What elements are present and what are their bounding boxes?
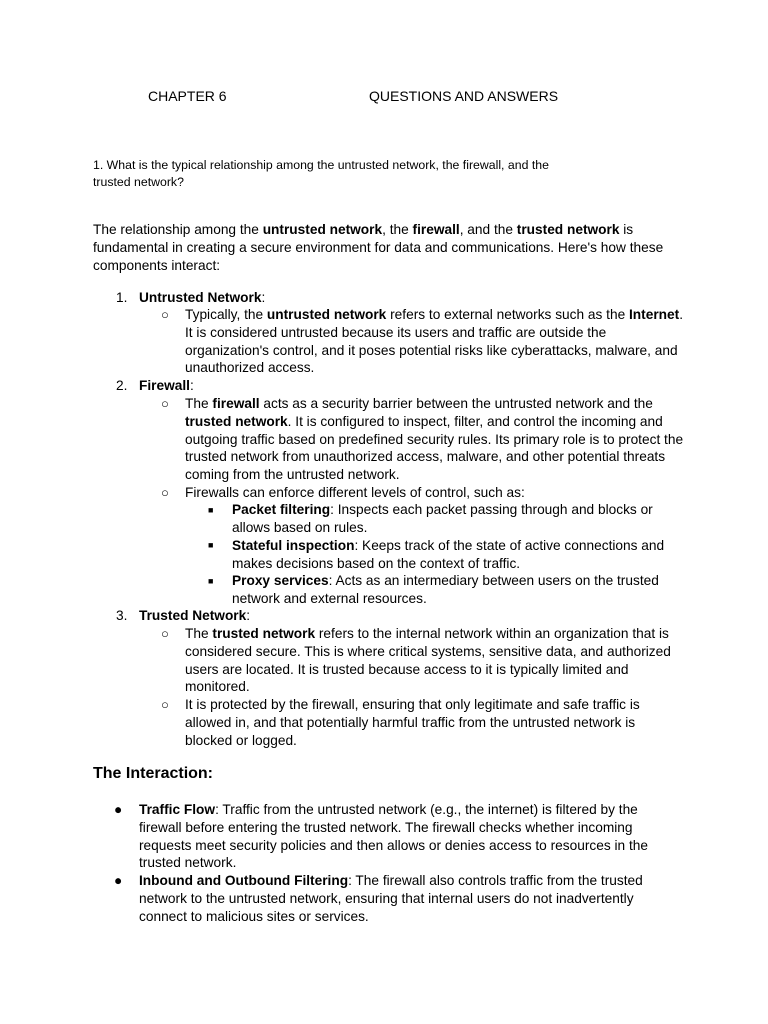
interaction-text: : Traffic from the untrusted network (e.g., the internet) is filtered by the firewall before entering the trusted network. The firewall checks whether incoming requests meet security policies and then allows or denies access to resources in the trusted network. [139, 802, 648, 871]
control-text: : Keeps track of the state of active connections and makes decisions based on the context of traffic. [232, 538, 665, 571]
control-label: Proxy services [232, 573, 329, 588]
control-text: : Acts as an intermediary between users on the trusted network and external resources. [232, 573, 659, 606]
intro-bold: firewall [412, 222, 460, 237]
intro-bold: untrusted network [262, 222, 383, 237]
sub-text: refers to external networks such as the [386, 307, 629, 322]
dot-bullet-icon: ● [114, 873, 123, 888]
intro-bold: trusted network [516, 222, 620, 237]
intro-text: The relationship among the [93, 222, 263, 237]
sub-paragraph [185, 306, 685, 377]
control-label: Packet filtering [232, 502, 331, 517]
sub-text: acts as a security barrier between the untrusted network and the [259, 396, 653, 411]
circle-bullet-icon: ○ [161, 626, 169, 641]
intro-text: , and the [459, 222, 517, 237]
question-line-2: trusted network? [93, 175, 184, 189]
question-text [93, 157, 593, 191]
sub-bold: untrusted network [266, 307, 387, 322]
sub-paragraph [185, 395, 685, 484]
interaction-text: : The firewall also controls traffic from the trusted network to the untrusted network, ensuring that internal users do not inadvertently connect to malicious sites or services. [139, 873, 643, 924]
sub-text: Typically, the [185, 307, 267, 322]
intro-text: is fundamental in creating a secure environment for data and communications. Here's how these components interact: [93, 222, 664, 273]
circle-bullet-icon: ○ [161, 485, 169, 500]
circle-bullet-icon: ○ [161, 307, 169, 322]
sub-bold: trusted network [212, 626, 316, 641]
interaction-item [139, 872, 679, 925]
intro-paragraph [93, 221, 673, 274]
list-item-heading [139, 607, 250, 625]
sub-paragraph: It is protected by the firewall, ensuring that only legitimate and safe traffic is allowed in, and that potentially harmful traffic from the untrusted network is blocked or logged. [185, 697, 640, 748]
list-number: 1. [116, 290, 128, 305]
intro-text: , the [382, 222, 413, 237]
list-item-colon: : [261, 290, 266, 305]
control-label: Stateful inspection [232, 538, 355, 553]
interaction-label: Traffic Flow [139, 802, 216, 817]
list-number: 3. [116, 608, 128, 623]
sub-paragraph: Firewalls can enforce different levels of control, such as: [185, 485, 525, 500]
list-item-heading [139, 377, 194, 395]
sub-text: The [185, 626, 213, 641]
section-heading: The Interaction: [93, 765, 214, 782]
interaction-item [139, 801, 679, 872]
sub-text: The [185, 396, 213, 411]
sub-bold: trusted network [185, 413, 288, 429]
dot-bullet-icon: ● [114, 802, 123, 817]
sub-text: . It is configured to inspect, filter, and control the incoming and outgoing traffic based on predefined security rules. Its primary role is to protect the trusted network from unauthorized access, malware, and other potential threats coming from the untrusted network. [185, 413, 684, 483]
square-bullet-icon: ■ [208, 576, 214, 586]
square-bullet-icon: ■ [208, 505, 214, 515]
page-title: QUESTIONS AND ANSWERS [369, 88, 559, 104]
sub-text: refers to the internal network within an organization that is considered secure. This is where critical systems, sensitive data, and authorized users are located. It is trusted because access to it is typically limited and monitored. [185, 626, 671, 695]
list-item-label: Untrusted Network [139, 290, 262, 305]
square-bullet-icon: ■ [208, 540, 214, 550]
control-text: : Inspects each packet passing through and blocks or allows based on rules. [232, 502, 653, 535]
circle-bullet-icon: ○ [161, 697, 169, 712]
control-item [232, 501, 682, 537]
list-item-label: Trusted Network [139, 608, 247, 623]
sub-bold: Internet [629, 307, 680, 322]
chapter-label: CHAPTER 6 [148, 88, 227, 104]
sub-bold: firewall [212, 396, 260, 411]
circle-bullet-icon: ○ [161, 396, 169, 411]
control-item [232, 572, 682, 608]
list-item-heading [139, 289, 265, 307]
list-item-label: Firewall [139, 378, 190, 393]
interaction-label: Inbound and Outbound Filtering [139, 873, 349, 888]
sub-text: . It is considered untrusted because its users and traffic are outside the organization's control, and it poses potential risks like cyberattacks, malware, and unauthorized access. [185, 307, 684, 376]
control-item [232, 537, 682, 573]
list-item-colon: : [189, 378, 194, 393]
list-number: 2. [116, 378, 128, 393]
question-line-1: 1. What is the typical relationship among the untrusted network, the firewall, and the [93, 158, 549, 172]
list-item-colon: : [246, 608, 251, 623]
sub-paragraph [185, 625, 685, 696]
